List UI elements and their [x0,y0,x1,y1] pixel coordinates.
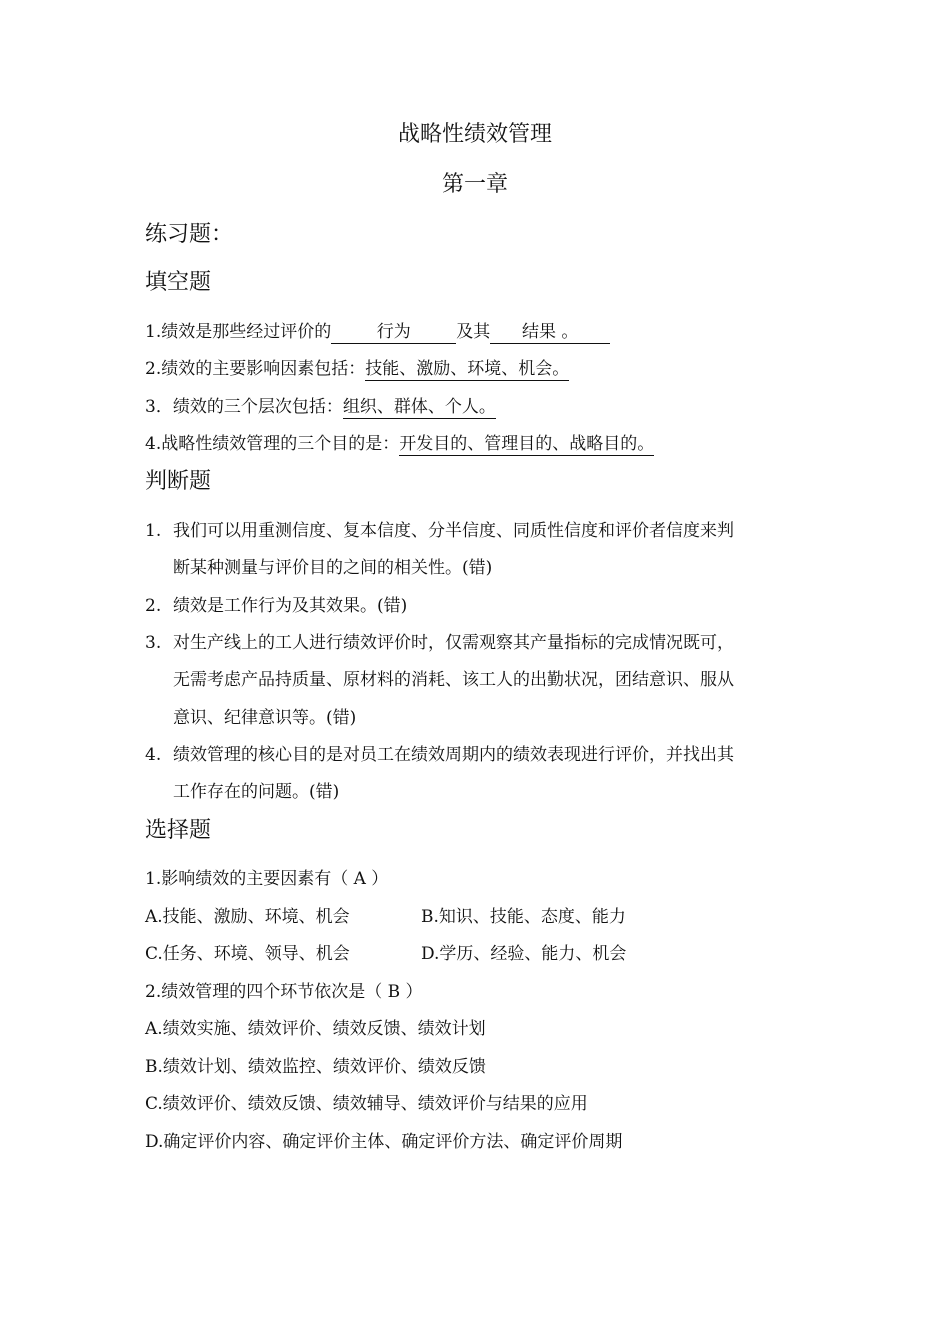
fill-question-4 [145,432,654,456]
judge-item-3-line-1: 对生产线上的工人进行绩效评价时，仅需观察其产量指标的完成情况既可， [173,633,734,653]
fill-q3-prefix: 3．绩效的三个层次包括： [145,397,343,417]
choice-q1-option-a: A.技能、激励、环境、机会 [145,907,350,927]
fill-q1-prefix: 1.绩效是那些经过评价的 [145,322,332,342]
fill-q2-answer: 技能、激励、环境、机会。 [365,359,570,379]
choice-q2-option-c: C.绩效评价、绩效反馈、绩效辅导、绩效评价与结果的应用 [145,1094,588,1114]
fill-question-3 [145,395,496,419]
fill-q1-answer-1: 行为 [331,321,456,344]
fill-q1-middle: 及其 [456,322,491,342]
choice-q1-stem: 1.影响绩效的主要因素有（ A ） [145,869,389,889]
fill-q4-prefix: 4.战略性绩效管理的三个目的是： [145,434,400,454]
fill-q3-answer: 组织、群体、个人。 [342,397,496,417]
judge-item-1-line-1: 我们可以用重测信度、复本信度、分半信度、同质性信度和评价者信度来判 [173,521,734,541]
judge-section-heading: 判断题 [145,469,212,494]
choice-q2-stem: 2.绩效管理的四个环节依次是（ B ） [145,982,423,1002]
fill-question-2 [145,357,569,381]
judge-item-4-number: 4. [145,745,162,765]
choice-section-heading: 选择题 [145,818,212,843]
judge-item-3-number: 3. [145,633,162,653]
choice-q1-option-c: C.任务、环境、领导、机会 [145,944,350,964]
judge-item-2-number: 2. [145,596,162,616]
fill-section-heading: 填空题 [145,270,212,295]
fill-q1-answer-2: 结果 。 [490,321,610,344]
judge-item-4-line-1: 绩效管理的核心目的是对员工在绩效周期内的绩效表现进行评价，并找出其 [173,745,734,765]
choice-q1-option-d: D.学历、经验、能力、机会 [421,944,627,964]
judge-item-2-line-1: 绩效是工作行为及其效果。(错) [173,596,408,616]
document-title: 战略性绩效管理 [397,122,552,147]
judge-item-1-line-2: 断某种测量与评价目的之间的相关性。(错) [173,558,493,578]
choice-q1-option-b: B.知识、技能、态度、能力 [421,907,626,927]
fill-question-1 [145,320,610,344]
exercises-heading: 练习题： [145,222,234,247]
judge-item-2 [145,594,407,618]
chapter-heading: 第一章 [441,172,508,197]
judge-item-4-line-2: 工作存在的问题。(错) [173,782,340,802]
judge-item-1-number: 1. [145,521,162,541]
choice-q2-option-d: D.确定评价内容、确定评价主体、确定评价方法、确定评价周期 [145,1132,623,1152]
fill-q4-answer: 开发目的、管理目的、战略目的。 [399,434,655,454]
choice-q2-option-b: B.绩效计划、绩效监控、绩效评价、绩效反馈 [145,1057,486,1077]
judge-item-1 [145,519,734,543]
judge-item-3 [145,631,734,655]
judge-item-4 [145,743,734,767]
judge-item-3-line-3: 意识、纪律意识等。(错) [173,708,357,728]
judge-item-3-line-2: 无需考虑产品持质量、原材料的消耗、该工人的出勤状况，团结意识、服从 [173,670,734,690]
fill-q2-prefix: 2.绩效的主要影响因素包括： [145,359,366,379]
choice-q2-option-a: A.绩效实施、绩效评价、绩效反馈、绩效计划 [145,1019,486,1039]
